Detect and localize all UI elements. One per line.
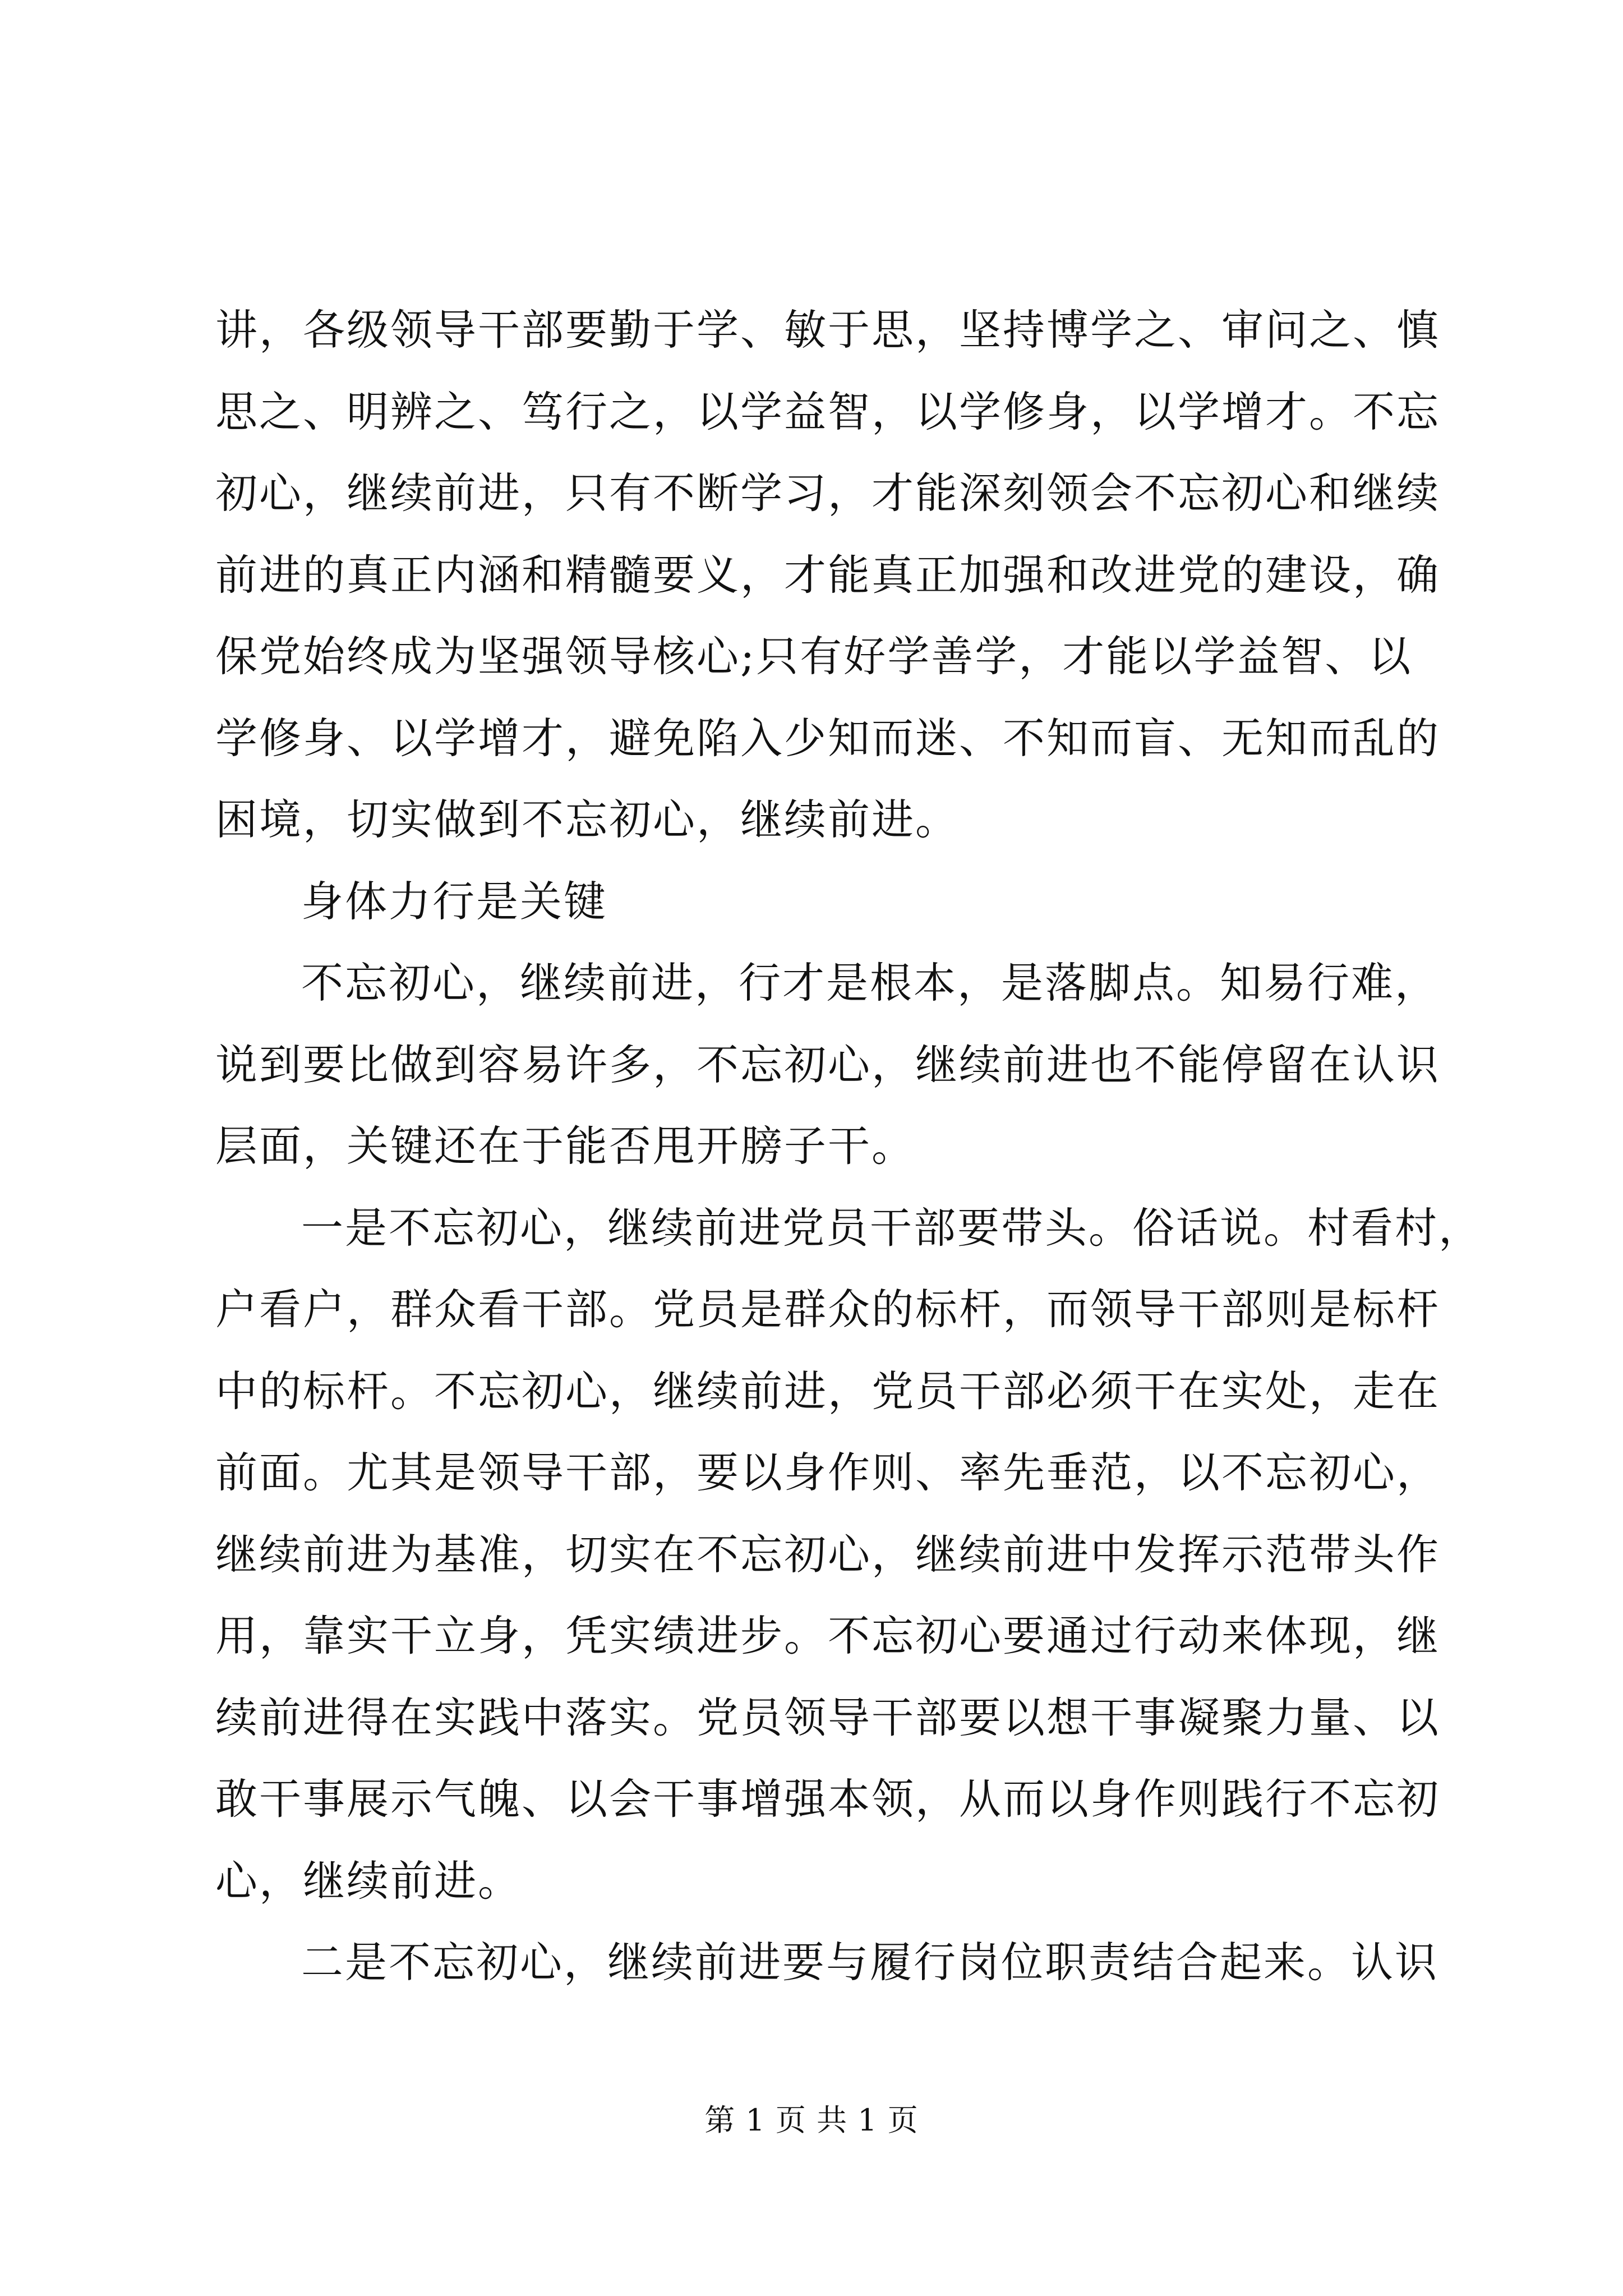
text-line-14: 中的标杆。不忘初心，继续前进，党员干部必须干在实处，走在 (215, 1366, 1441, 1416)
text-line-5: 保党始终成为坚强领导核心;只有好学善学，才能以学益智、以 (215, 632, 1413, 681)
text-line-19: 敢干事展示气魄、以会干事增强本领，从而以身作则践行不忘初 (215, 1774, 1441, 1824)
body-text (215, 289, 1483, 2004)
text-line-18: 续前进得在实践中落实。党员领导干部要以想干事凝聚力量、以 (215, 1692, 1441, 1742)
text-line-20: 心，继续前进。 (215, 1856, 522, 1906)
text-line-21: 二是不忘初心，继续前进要与履行岗位职责结合起来。认识 (301, 1938, 1439, 1987)
text-line-15: 前面。尤其是领导干部，要以身作则、率先垂范，以不忘初心， (215, 1448, 1441, 1497)
text-line-3: 初心，继续前进，只有不断学习，才能深刻领会不忘初心和继续 (215, 468, 1441, 518)
text-line-16: 继续前进为基准，切实在不忘初心，继续前进中发挥示范带头作 (215, 1529, 1441, 1579)
text-line-10: 说到要比做到容易许多，不忘初心，继续前进也不能停留在认识 (215, 1039, 1441, 1089)
page-footer: 第 1 页 共 1 页 (704, 2102, 919, 2138)
text-line-1: 讲，各级领导干部要勤于学、敏于思，坚持博学之、审问之、慎 (215, 305, 1441, 355)
text-line-4: 前进的真正内涵和精髓要义，才能真正加强和改进党的建设，确 (215, 550, 1441, 600)
text-line-7: 困境，切实做到不忘初心，继续前进。 (215, 795, 960, 844)
text-line-12: 一是不忘初心，继续前进党员干部要带头。俗话说。村看村， (301, 1203, 1483, 1253)
text-line-2: 思之、明辨之、笃行之，以学益智，以学修身，以学增才。不忘 (215, 386, 1441, 436)
text-line-13: 户看户，群众看干部。党员是群众的标杆，而领导干部则是标杆 (215, 1285, 1441, 1334)
text-line-6: 学修身、以学增才，避免陷入少知而迷、不知而盲、无知而乱的 (215, 713, 1441, 763)
text-line-9: 不忘初心，继续前进，行才是根本，是落脚点。知易行难， (301, 958, 1439, 1007)
text-line-11: 层面，关键还在于能否甩开膀子干。 (215, 1121, 916, 1171)
text-line-17: 用，靠实干立身，凭实绩进步。不忘初心要通过行动来体现，继 (215, 1611, 1441, 1660)
section-heading: 身体力行是关键 (301, 876, 608, 926)
